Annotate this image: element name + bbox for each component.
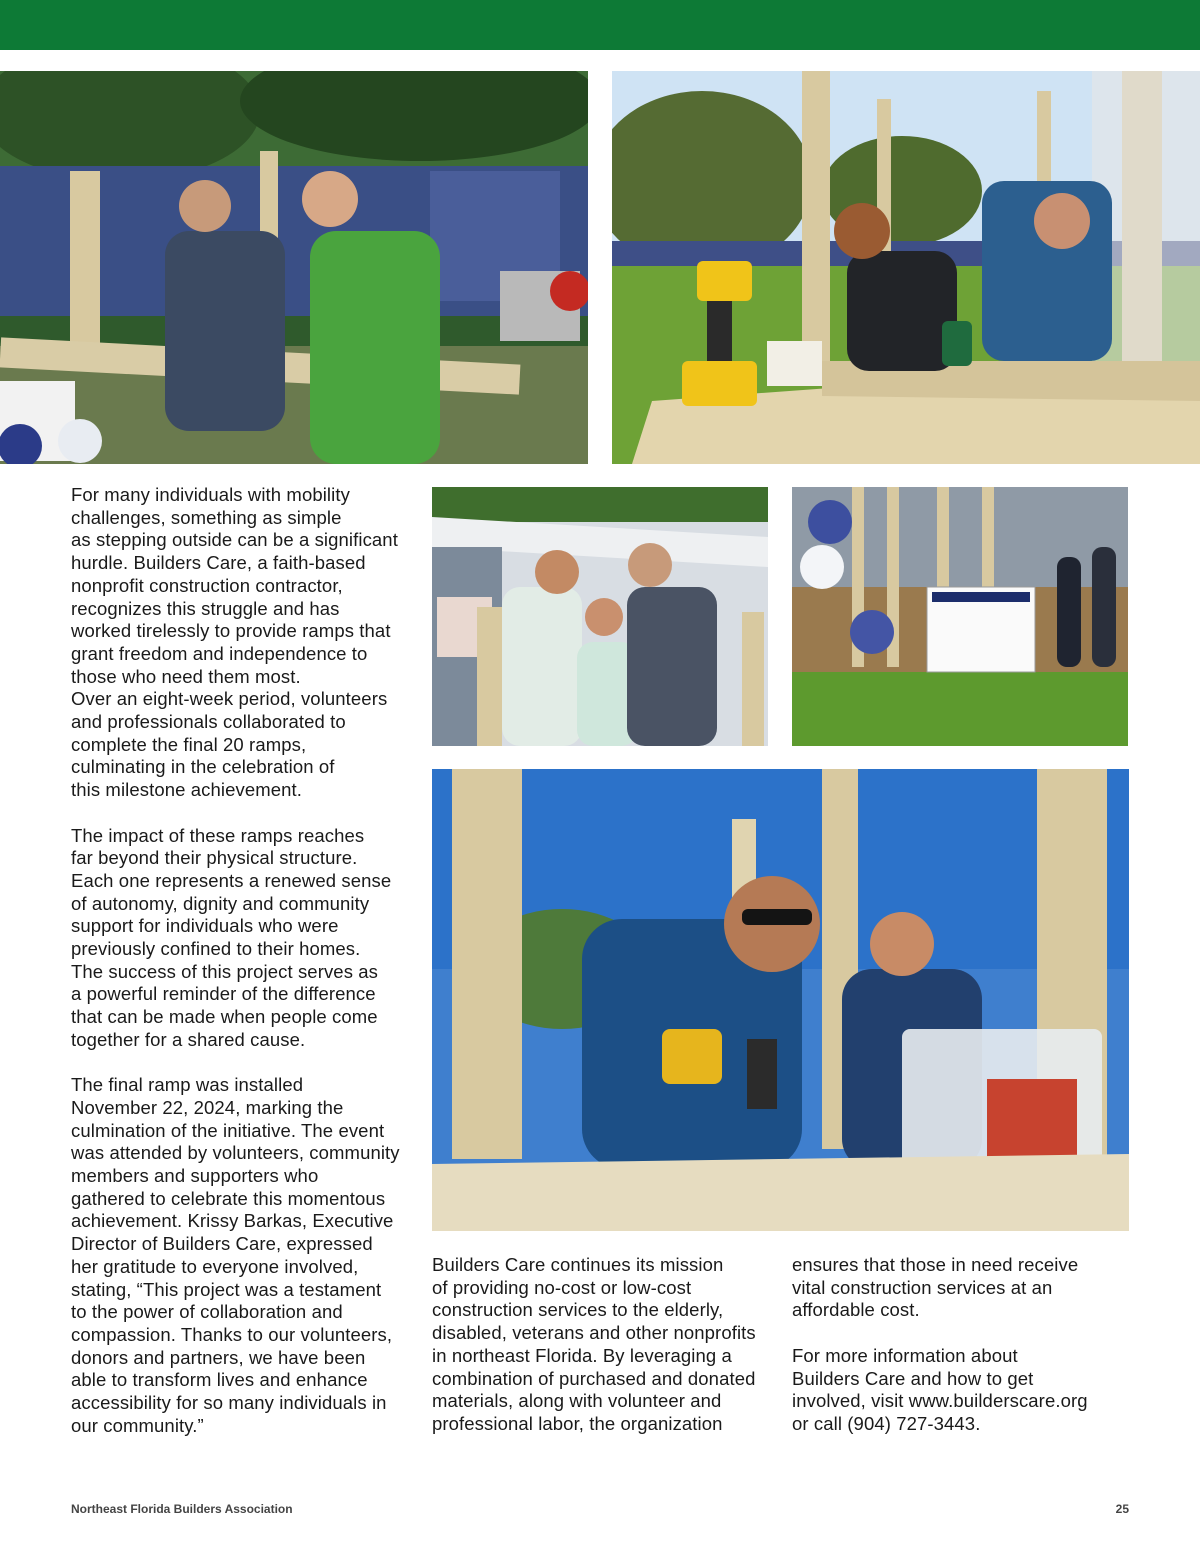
paragraph-intro [71, 484, 416, 802]
text-line: combination of purchased and donated [432, 1367, 756, 1389]
text-line: stating, “This project was a testament [71, 1278, 382, 1300]
text-line: that can be made when people come [71, 1006, 378, 1028]
text-line: materials, along with volunteer and [432, 1390, 722, 1412]
text-line: this milestone achievement. [71, 779, 302, 801]
top-color-band [0, 0, 1200, 50]
text-line: hurdle. Builders Care, a faith-based [71, 552, 366, 574]
text-line: disabled, veterans and other nonprofits [432, 1322, 756, 1344]
text-line: Builders Care continues its mission [432, 1254, 724, 1275]
photo-man-drilling-screws [432, 769, 1129, 1231]
paragraph-mission-continued [792, 1254, 1132, 1322]
photo-group-portrait [432, 487, 768, 746]
text-line: Director of Builders Care, expressed [71, 1233, 373, 1255]
text-line: vital construction services at an [792, 1276, 1053, 1298]
article-column-3 [792, 1254, 1132, 1458]
text-line: gathered to celebrate this momentous [71, 1187, 386, 1209]
text-line: professional labor, the organization [432, 1412, 723, 1434]
text-line: in northeast Florida. By leveraging a [432, 1344, 732, 1366]
text-line: compassion. Thanks to our volunteers, [71, 1323, 393, 1345]
text-line: For many individuals with mobility [71, 484, 350, 505]
article-column-2 [432, 1254, 777, 1458]
text-line: Builders Care and how to get [792, 1367, 1034, 1389]
text-line: construction services to the elderly, [432, 1299, 724, 1321]
text-line: Each one represents a renewed sense [71, 869, 392, 891]
text-line: to the power of collaboration and [71, 1301, 343, 1323]
paragraph-impact [71, 825, 416, 1052]
text-line: challenges, something as simple [71, 506, 342, 528]
text-line: The final ramp was installed [71, 1074, 304, 1096]
text-line: support for individuals who were [71, 915, 339, 937]
text-line: and professionals collaborated to [71, 711, 346, 733]
text-line: able to transform lives and enhance [71, 1369, 368, 1391]
text-line: The impact of these ramps reaches [71, 824, 365, 846]
text-line: affordable cost. [792, 1299, 920, 1321]
text-line: of providing no-cost or low-cost [432, 1276, 692, 1298]
text-line: donors and partners, we have been [71, 1346, 366, 1368]
text-line: her gratitude to everyone involved, [71, 1255, 359, 1277]
paragraph-mission [432, 1254, 777, 1436]
text-line: as stepping outside can be a significant [71, 529, 398, 551]
text-line: For more information about [792, 1344, 1018, 1366]
photo-celebration-sign [792, 487, 1128, 746]
article-column-1 [71, 484, 416, 1460]
text-line: those who need them most. [71, 665, 301, 687]
text-line: far beyond their physical structure. [71, 847, 358, 869]
text-line: accessibility for so many individuals in [71, 1392, 387, 1414]
paragraph-final-ramp [71, 1074, 416, 1437]
text-line: ensures that those in need receive [792, 1254, 1079, 1275]
text-line: The success of this project serves as [71, 960, 379, 982]
text-line: was attended by volunteers, community [71, 1142, 400, 1164]
text-line: worked tirelessly to provide ramps that [71, 620, 391, 642]
text-line: complete the final 20 ramps, [71, 733, 307, 755]
text-line: culminating in the celebration of [71, 756, 335, 778]
text-line: recognizes this struggle and has [71, 597, 340, 619]
text-line: members and supporters who [71, 1165, 319, 1187]
text-line: involved, visit www.builderscare.org [792, 1390, 1088, 1412]
text-line: Over an eight-week period, volunteers [71, 688, 388, 710]
text-line: or call (904) 727-3443. [792, 1412, 981, 1434]
text-line: our community.” [71, 1414, 204, 1436]
text-line: of autonomy, dignity and community [71, 892, 370, 914]
text-line: achievement. Krissy Barkas, Executive [71, 1210, 394, 1232]
text-line: nonprofit construction contractor, [71, 574, 343, 596]
text-line: culmination of the initiative. The event [71, 1119, 385, 1141]
text-line: previously confined to their homes. [71, 938, 361, 960]
footer-page-number: 25 [1115, 1502, 1129, 1516]
text-line: grant freedom and independence to [71, 642, 368, 664]
photo-volunteers-drilling [612, 71, 1200, 464]
footer-publication-name: Northeast Florida Builders Association [71, 1502, 293, 1516]
photo-volunteers-carrying-board [0, 71, 588, 464]
text-line: together for a shared cause. [71, 1028, 306, 1050]
paragraph-contact-info [792, 1345, 1132, 1436]
text-line: November 22, 2024, marking the [71, 1096, 344, 1118]
text-line: a powerful reminder of the difference [71, 983, 376, 1005]
